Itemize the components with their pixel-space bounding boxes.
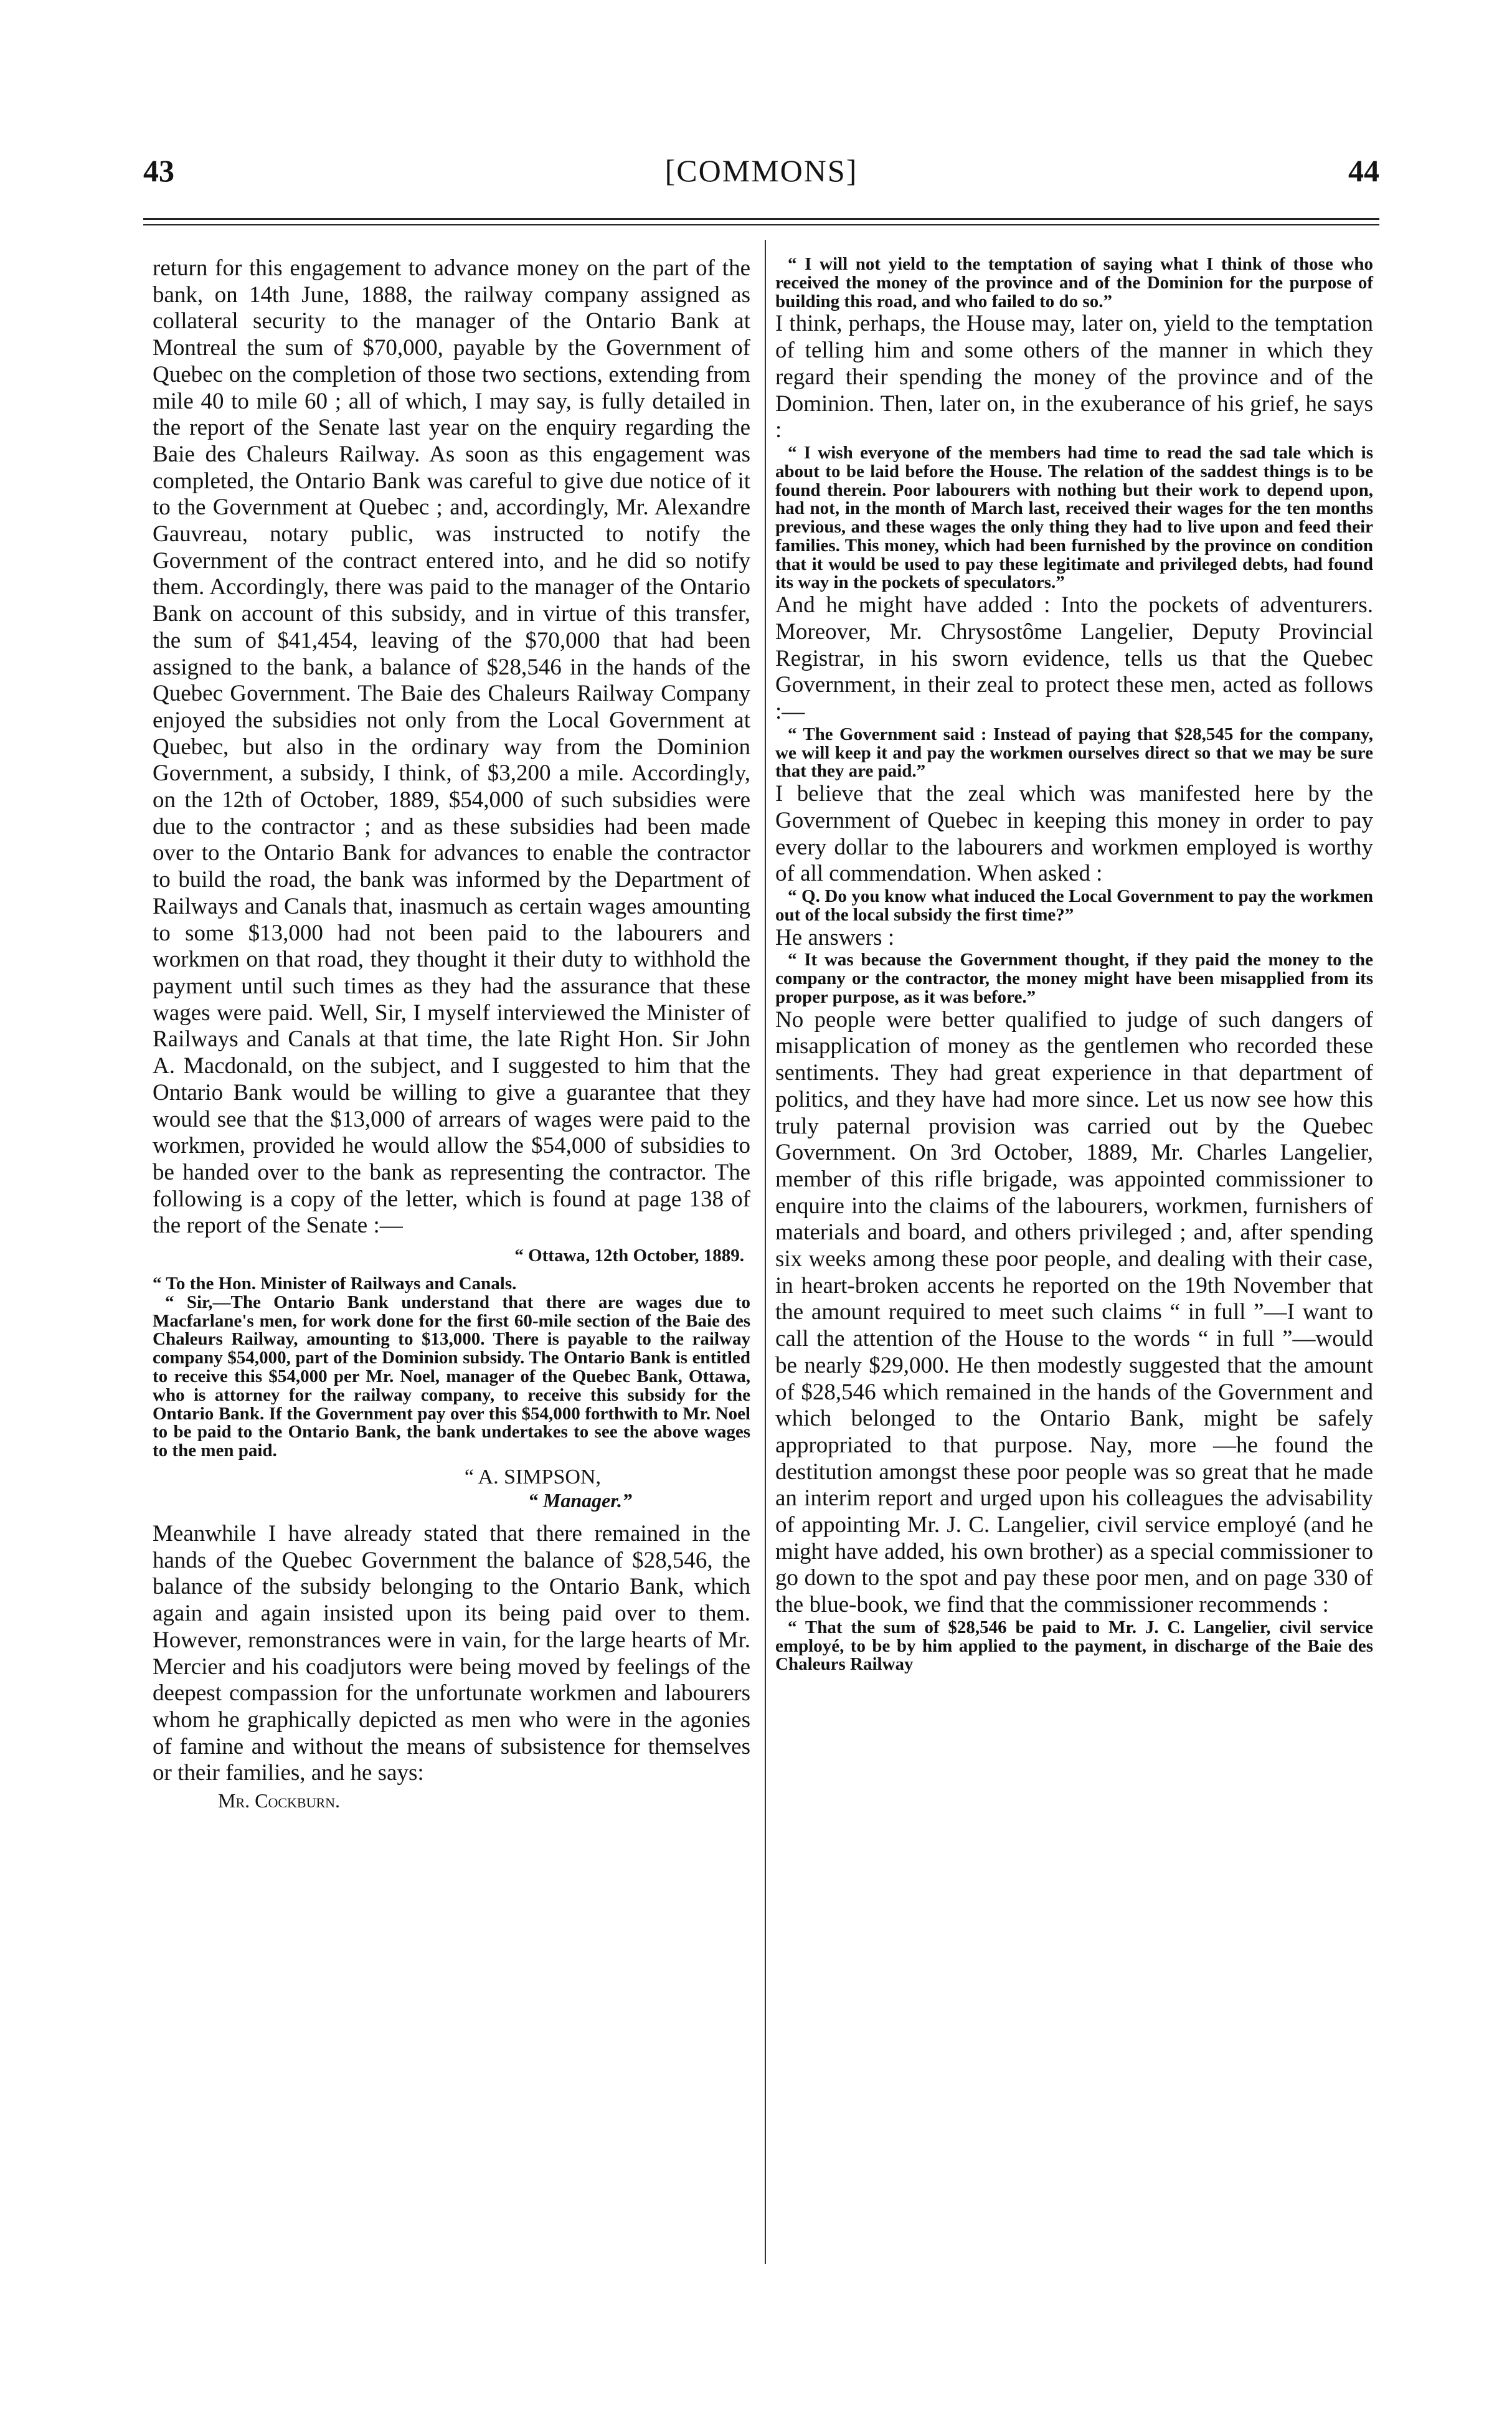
- left-paragraph-2: Meanwhile I have already stated that there remained in the hands of the Quebec Government the balance of $28,546, the balance of the subsidy belonging to the Ontario Bank, which again and again insisted upon its being paid over to them. However, remonstrances were in vain, for the large hearts of Mr. Mercier and his coadjutors were being moved by feelings of the deepest compassion for the unfortunate workmen and labourers whom he graphically depicted as men who were in the agonies of famine and without the means of subsistence for themselves or their families, and he says:: [153, 1520, 750, 1786]
- letter-body: “ Sir,—The Ontario Bank understand that there are wages due to Macfarlane's men, for work done for the first 60-mile section of the Baie des Chaleurs Railway, amounting to $13,000. There is payable to the railway company $54,000, part of the Dominion subsidy. The Ontario Bank is entitled to receive this $54,000 per Mr. Noel, manager of the Quebec Bank, Ottawa, who is attorney for the railway company, to receive this subsidy for the Ontario Bank. If the Government pay over this $54,000 forthwith to Mr. Noel to be paid to the Ontario Bank, the bank undertakes to see the above wages to the men paid.: [153, 1292, 750, 1461]
- letter-signature: “ A. SIMPSON,: [464, 1465, 601, 1488]
- letter-addressee: “ To the Hon. Minister of Railways and Canals.: [153, 1274, 517, 1294]
- page-header: [143, 153, 1379, 209]
- running-title: [COMMONS]: [664, 153, 858, 188]
- right-quote-4: “ Q. Do you know what induced the Local Government to pay the workmen out of the local subsidy the first time?”: [775, 886, 1373, 925]
- right-paragraph-5: No people were better qualified to judge of such dangers of misapplication of money as the gentlemen who recorded these sentiments. They had great experience in that department of politics, and they have had more since. Let us now see how this truly paternal provision was carried out by the Quebec Government. On 3rd October, 1889, Mr. Charles Langelier, member of this rifle brigade, was appointed commissioner to enquire into the claims of the labourers, workmen, furnishers of materials and board, and others privileged ; and, after spending six weeks among these poor people, and dealing with their case, in heart-broken accents he reported on the 19th November that the amount required to meet such claims “ in full ”—I want to call the attention of the House to the words “ in full ”—would be nearly $29,000. He then modestly suggested that the amount of $28,546 which remained in the hands of the Government and which belonged to the Ontario Bank, might be safely appropriated to that purpose. Nay, more —he found the destitution amongst these poor people was so great that he made an interim report and urged upon his colleagues the advisability of appointing Mr. J. C. Langelier, civil service employé (and he might have added, his own brother) as a special commissioner to go down to the spot and pay these poor men, and on page 330 of the blue-book, we find that the commissioner recommends :: [775, 1006, 1373, 1618]
- right-quote-1: “ I will not yield to the temptation of saying what I think of those who received the money of the province and of the Dominion for the purpose of building this road, and who failed to do so.”: [775, 254, 1373, 311]
- right-paragraph-3: I believe that the zeal which was manifested here by the Government of Quebec in keeping this money in order to pay every dollar to the labourers and workmen employed is worthy of all commendation. When asked :: [775, 781, 1373, 887]
- column-divider: [765, 240, 766, 2264]
- right-quote-3: “ The Government said : Instead of paying that $28,545 for the company, we will keep it and pay the workmen ourselves direct so that we may be sure that they are paid.”: [775, 724, 1373, 782]
- right-paragraph-4: He answers :: [775, 924, 895, 950]
- right-paragraph-1: I think, perhaps, the House may, later on, yield to the temptation of telling him and some others of the manner in which they regard their spending the money of the province and of the Dominion. Then, later on, in the exuberance of his grief, he says :: [775, 311, 1373, 443]
- right-quote-6: “ That the sum of $28,546 be paid to Mr. J. C. Langelier, civil service employé, to be by him applied to the payment, in discharge of the Baie des Chaleurs Railway: [775, 1617, 1373, 1675]
- right-quote-2: “ I wish everyone of the members had time to read the sad tale which is about to be laid before the House. The relation of the saddest things is to be found therein. Poor labourers with nothing but their work to depend upon, had not, in the month of March last, received their wages for the ten months previous, and these wages the only thing they had to live upon and feed their families. This money, which had been furnished by the province on condition that it would be used to pay these legitimate and privileged debts, had found its way in the pockets of speculators.”: [775, 442, 1373, 593]
- right-paragraph-2: And he might have added : Into the pockets of adventurers. Moreover, Mr. Chrysostôme Langelier, Deputy Provincial Registrar, in his sworn evidence, tells us that the Quebec Government, in their zeal to protect these men, acted as follows :—: [775, 592, 1373, 725]
- left-column: [153, 255, 750, 1812]
- page-number-left: 43: [143, 153, 174, 188]
- right-column: [775, 255, 1373, 1674]
- left-paragraph-1: return for this engagement to advance money on the part of the bank, on 14th June, 1888, the railway company assigned as collateral security to the manager of the Ontario Bank at Montreal the sum of $70,000, payable by the Government of Quebec on the completion of those two sections, extending from mile 40 to mile 60 ; all of which, I may say, is fully detailed in the report of the Senate last year on the enquiry regarding the Baie des Chaleurs Railway. As soon as this engagement was completed, the Ontario Bank was careful to give due notice of it to the Government at Quebec ; and, accordingly, Mr. Alexandre Gauvreau, notary public, was instructed to notify the Government of the contract entered into, and he did so notify them. Accordingly, there was paid to the manager of the Ontario Bank on account of this subsidy, and in virtue of this transfer, the sum of $41,454, leaving of the $70,000 that had been assigned to the bank, a balance of $28,546 in the hands of the Quebec Government. The Baie des Chaleurs Railway Company enjoyed the subsidies not only from the Local Government at Quebec, but also in the ordinary way from the Dominion Government, a subsidy, I think, of $3,200 a mile. Accordingly, on the 12th of October, 1889, $54,000 of such subsidies were due to the contractor ; and as these subsidies had been made over to the Ontario Bank for advances to enable the contractor to build the road, the bank was informed by the Department of Railways and Canals that, inasmuch as certain wages amounting to some $13,000 had not been paid to the labourers and workmen on that road, they thought it their duty to withhold the payment until such times as they had the assurance that these wages were paid. Well, Sir, I myself interviewed the Minister of Railways and Canals at that time, the late Right Hon. Sir John A. Macdonald, on the subject, and I suggested to him that the Ontario Bank would be willing to give a guarantee that they would see that the $13,000 of arrears of wages were paid to the workmen, provided he would allow the $54,000 of subsidies to be handed over to the bank as representing the contractor. The following is a copy of the letter, which is found at page 138 of the report of the Senate :—: [153, 255, 750, 1239]
- speaker-name: Mr. Cockburn.: [218, 1789, 341, 1812]
- header-rule-thick: [143, 218, 1379, 220]
- right-quote-5: “ It was because the Government thought, if they paid the money to the company or the contractor, the money might have been misapplied from its proper purpose, as it was before.”: [775, 950, 1373, 1007]
- letter-signature-title: “ Manager.”: [527, 1488, 632, 1512]
- page-number-right: 44: [1348, 153, 1379, 188]
- letter-dateline: “ Ottawa, 12th October, 1889.: [514, 1246, 744, 1266]
- header-rule-thin: [143, 224, 1379, 225]
